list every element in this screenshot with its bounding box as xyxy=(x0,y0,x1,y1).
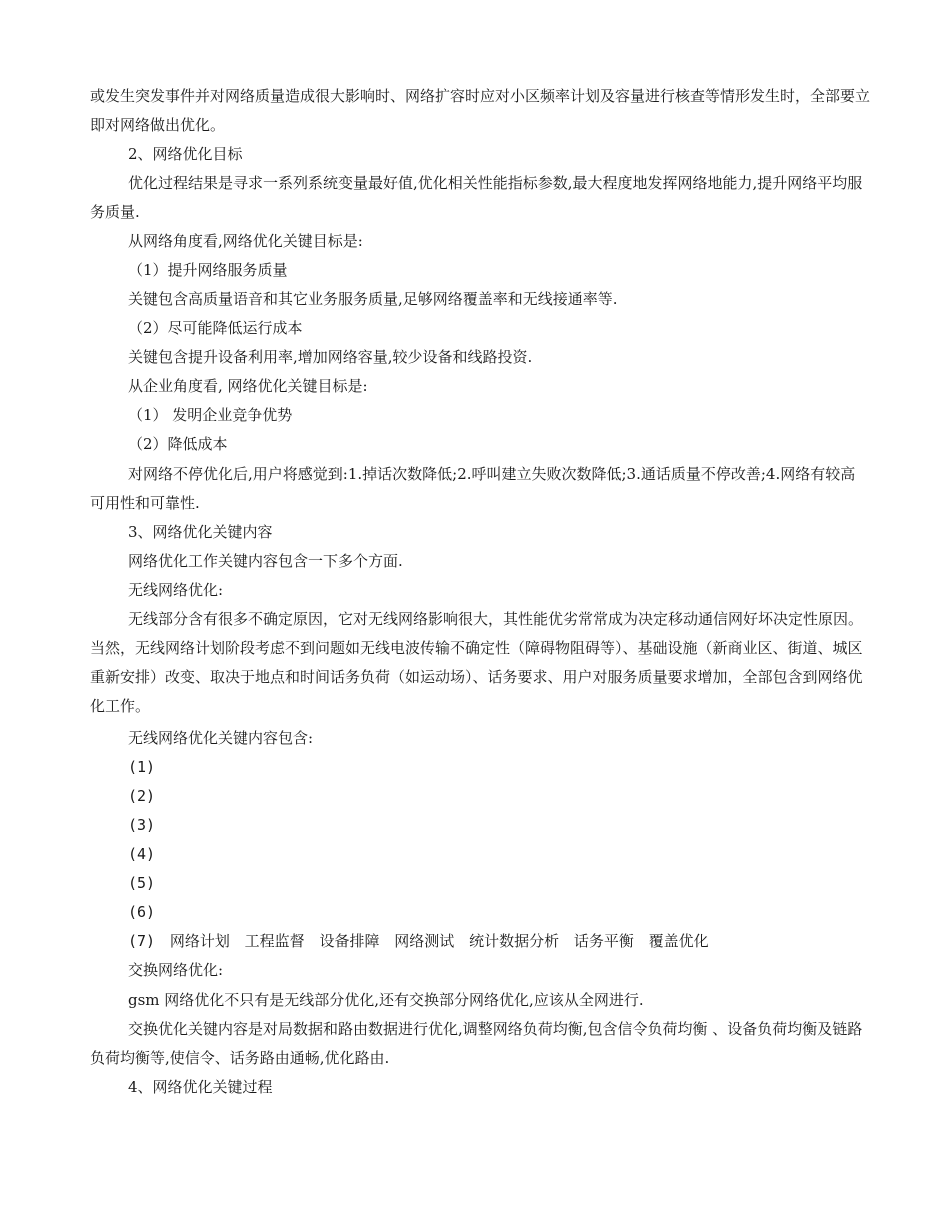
list-item: （2）降低成本 xyxy=(128,435,228,453)
list-item: (6) xyxy=(128,903,156,921)
paragraph: 无线网络优化: xyxy=(128,581,224,599)
paragraph: 或发生突发事件并对网络质量造成很大影响时、网络扩容时应对小区频率计划及容量进行核查等情形发生时，全部要立即对网络做出优化。 xyxy=(90,87,871,134)
keyword: 设备排障 xyxy=(319,932,380,950)
keyword: 工程监督 xyxy=(244,932,305,950)
section-heading: 2、网络优化目标 xyxy=(128,145,243,163)
keyword: 话务平衡 xyxy=(573,932,634,950)
list-item: (5) xyxy=(128,874,156,892)
keyword: 网络计划 xyxy=(169,932,230,950)
keyword: 网络测试 xyxy=(394,932,455,950)
paragraph: 无线部分含有很多不确定原因，它对无线网络影响很大，其性能优劣常常成为决定移动通信网好坏决定性原因。当然，无线网络计划阶段考虑不到问题如无线电波传输不确定性（障碍物阻碍等）、基础设施（新商业区、街道、城区重新安排）改变、取决于地点和时间话务负荷（如运动场）、话务要求、用户对服务质量要求增加，全部包含到网络优化工作。 xyxy=(90,610,864,715)
paragraph: gsm 网络优化不只有是无线部分优化,还有交换部分网络优化,应该从全网进行. xyxy=(128,991,644,1009)
list-item: （1） 发明企业竞争优势 xyxy=(128,406,293,424)
keyword: 覆盖优化 xyxy=(648,932,709,950)
paragraph: 从企业角度看, 网络优化关键目标是: xyxy=(128,377,368,395)
section-heading: 4、网络优化关键过程 xyxy=(128,1078,273,1096)
list-item: (2) xyxy=(128,787,156,805)
paragraph: 关键包含高质量语音和其它业务服务质量,足够网络覆盖率和无线接通率等. xyxy=(128,290,618,308)
paragraph: 优化过程结果是寻求一系列系统变量最好值,优化相关性能指标参数,最大程度地发挥网络地能力,提升网络平均服务质量. xyxy=(90,174,863,221)
list-item: （2）尽可能降低运行成本 xyxy=(128,319,303,337)
paragraph: 对网络不停优化后,用户将感觉到:1.掉话次数降低;2.呼叫建立失败次数降低;3.通话质量不停改善;4.网络有较高可用性和可靠性. xyxy=(90,465,856,512)
keyword-list xyxy=(128,927,719,956)
list-item: (1) xyxy=(128,758,156,776)
list-item: (7) xyxy=(128,932,156,950)
list-item: (4) xyxy=(128,845,156,863)
paragraph: 无线网络优化关键内容包含: xyxy=(128,729,314,747)
list-item: (3) xyxy=(128,816,156,834)
paragraph: 关键包含提升设备利用率,增加网络容量,较少设备和线路投资. xyxy=(128,348,533,366)
paragraph: 从网络角度看,网络优化关键目标是: xyxy=(128,232,363,250)
paragraph: 交换优化关键内容是对局数据和路由数据进行优化,调整网络负荷均衡,包含信令负荷均衡 、设备负荷均衡及链路负荷均衡等,使信令、话务路由通畅,优化路由. xyxy=(90,1020,863,1067)
paragraph: 网络优化工作关键内容包含一下多个方面. xyxy=(128,552,403,570)
list-item: （1）提升网络服务质量 xyxy=(128,261,288,279)
keyword: 统计数据分析 xyxy=(469,932,560,950)
section-heading: 3、网络优化关键内容 xyxy=(128,523,273,541)
paragraph: 交换网络优化: xyxy=(128,961,224,979)
